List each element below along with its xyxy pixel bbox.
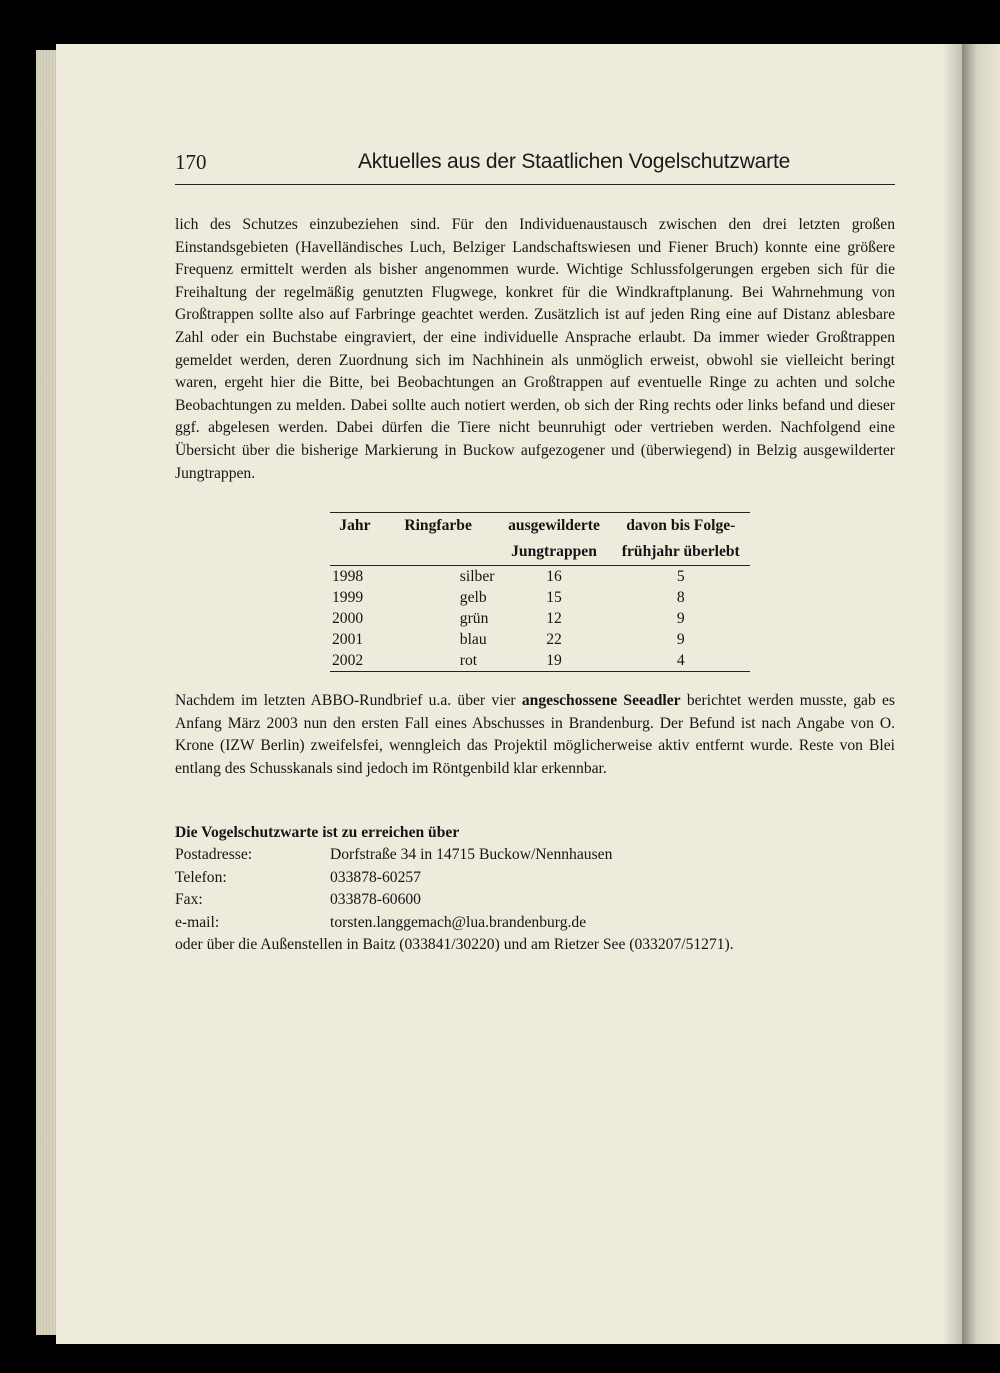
running-title: Aktuelles aus der Staatlichen Vogelschutzwarte <box>358 150 791 173</box>
cell-jahr: 1998 <box>332 568 364 585</box>
table-row <box>330 629 750 650</box>
table-header-row-2 <box>330 539 750 566</box>
cell-ueberlebt: 9 <box>676 610 685 627</box>
contact-row <box>175 889 895 912</box>
contact-row <box>175 867 895 890</box>
table-header-row <box>330 513 750 540</box>
contact-label: Telefon: <box>175 868 227 886</box>
cell-ueberlebt: 5 <box>676 568 685 585</box>
cell-jahr: 2002 <box>330 650 380 672</box>
ring-marking-table <box>330 512 750 672</box>
contact-row <box>175 844 895 867</box>
contact-row <box>175 912 895 935</box>
paragraph-2-before: Nachdem im letzten ABBO-Rundbrief u.a. über vier <box>175 692 522 709</box>
cell-farbe: rot <box>380 650 497 672</box>
cell-ausgewildert: 12 <box>546 610 562 627</box>
contact-footer: oder über die Außenstellen in Baitz (033841/30220) und am Rietzer See (033207/51271). <box>175 936 734 953</box>
table-row <box>330 566 750 588</box>
contact-value-address: Dorfstraße 34 in 14715 Buckow/Nennhausen <box>330 846 613 863</box>
contact-block <box>175 822 895 957</box>
cell-ueberlebt: 8 <box>676 589 685 606</box>
cell-jahr: 1999 <box>332 589 364 606</box>
cell-ausgewildert: 22 <box>546 631 562 648</box>
cell-ueberlebt: 4 <box>612 650 750 672</box>
contact-title: Die Vogelschutzwarte ist zu erreichen über <box>175 824 460 841</box>
facing-page-edge <box>962 44 1000 1344</box>
header-jahr: Jahr <box>330 513 380 540</box>
body-paragraph-2 <box>175 690 895 780</box>
header-ringfarbe: Ringfarbe <box>380 513 497 540</box>
cell-jahr: 2000 <box>332 610 364 627</box>
header-ausgewilderte: ausgewilderte <box>496 513 611 540</box>
contact-label: Fax: <box>175 891 203 908</box>
table-row <box>330 608 750 629</box>
page-gutter-shadow <box>942 44 962 1344</box>
header-ueberlebt: frühjahr überlebt <box>612 539 750 566</box>
paragraph-2-bold: angeschossene Seeadler <box>521 692 681 709</box>
contact-value-fax: 033878-60600 <box>330 891 421 908</box>
cell-ausgewildert: 19 <box>496 650 611 672</box>
page-header <box>175 148 895 185</box>
header-davon: davon bis Folge- <box>612 513 750 540</box>
header-jungtrappen: Jungtrappen <box>496 539 611 566</box>
table-row <box>330 650 750 672</box>
contact-value-phone: 033878-60257 <box>330 868 421 886</box>
contact-label: Postadresse: <box>175 846 253 863</box>
cell-jahr: 2001 <box>332 631 364 648</box>
cell-farbe: grün <box>459 610 489 627</box>
contact-value-email: torsten.langgemach@lua.brandenburg.de <box>330 913 587 931</box>
contact-label: e-mail: <box>175 913 220 931</box>
cell-farbe: gelb <box>459 589 487 606</box>
book-page-edges <box>36 50 58 1335</box>
cell-ausgewildert: 15 <box>546 589 562 606</box>
paragraph-2-after: berichtet werden musste, gab es Anfang März 2003 nun den ersten Fall eines Abschusses in Brandenburg. Der Befund ist nach Angabe von O. Krone (IZW Berlin) zweifelsfei, wenngleich das Projektil möglicherweise aktiv entfernt wurde. Reste von Blei entlang des Schusskanals sind jedoch im Röntgenbild klar erkennbar. <box>175 692 895 777</box>
cell-farbe: silber <box>459 568 495 585</box>
body-paragraph-1: lich des Schutzes einzubeziehen sind. Für den Individuenaustausch zwischen den drei letzten großen Einstandsgebieten (Havelländisches Luch, Belziger Landschaftswiesen und Fiener Bruch) konnte eine größere Frequenz ermittelt werden als bisher angenommen wurde. Wichtige Schlussfolgerungen ergeben sich für die Freihaltung der regelmäßig genutzten Flugwege, konkret für die Windkraftplanung. Bei Wahrnehmung von Großtrappen sollte also auf Farbringe geachtet werden. Zusätzlich ist auf jeden Ring eine auf Distanz ablesbare Zahl oder ein Buchstabe eingraviert, der eine individuelle Ansprache erlaubt. Da immer wieder Großtrappen gemeldet werden, deren Zuordnung sich im Nachhinein als unmöglich erweist, obwohl sie vielleicht beringt waren, ergeht hier die Bitte, bei Beobachtungen an Großtrappen auf eventuelle Ringe zu achten und solche Beobachtungen zu melden. Dabei sollte auch notiert werden, ob sich der Ring rechts oder links befand und dieser ggf. abgelesen werden. Dabei dürfen die Tiere nicht beunruhigt oder vertrieben werden. Nachfolgend eine Übersicht über die bisherige Markierung in Buckow aufgezogener und (überwiegend) in Belzig ausgewilderter Jungtrappen. <box>175 216 895 482</box>
cell-ausgewildert: 16 <box>546 568 562 585</box>
page-number: 170 <box>175 150 207 174</box>
cell-ueberlebt: 9 <box>676 631 685 648</box>
cell-farbe: blau <box>459 631 487 648</box>
table-row <box>330 587 750 608</box>
